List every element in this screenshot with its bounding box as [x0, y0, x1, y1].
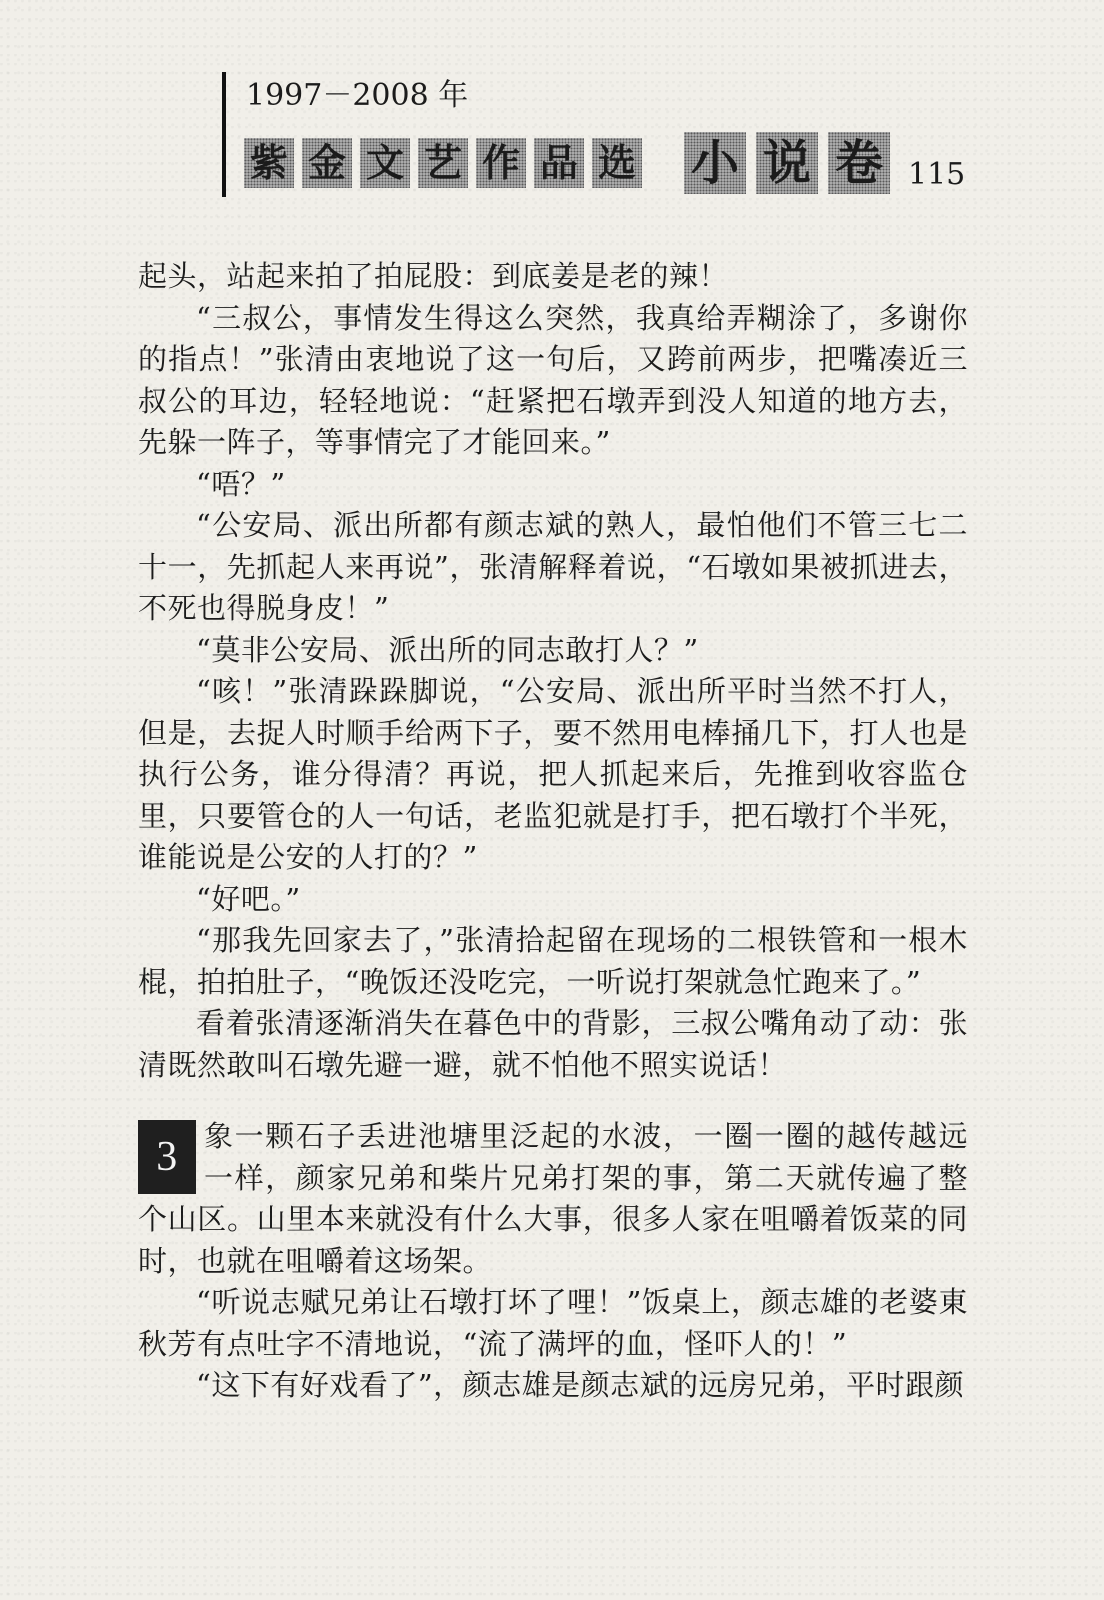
header-years: 1997－2008 年 [246, 78, 469, 113]
volume-char: 小 [684, 132, 746, 194]
body-text [138, 256, 968, 1407]
series-char: 文 [360, 138, 410, 188]
series-char: 金 [302, 138, 352, 188]
series-char: 选 [592, 138, 642, 188]
series-char: 作 [476, 138, 526, 188]
volume-char: 说 [756, 132, 818, 194]
paragraph: “咳！”张清跺跺脚说，“公安局、派出所平时当然不打人，但是，去捉人时顺手给两下子，要不然用电棒捅几下，打人也是执行公务，谁分得清？再说，把人抓起来后，先推到收容监仓里，只要管仓的人一句话，老监犯就是打手，把石墩打个半死，谁能说是公安的人打的？” [138, 674, 968, 874]
paragraph: “三叔公，事情发生得这么突然，我真给弄糊涂了，多谢你的指点！”张清由衷地说了这一句后，又跨前两步，把嘴凑近三叔公的耳边，轻轻地说：“赶紧把石墩弄到没人知道的地方去，先躲一阵子，等事情完了才能回来。” [138, 300, 968, 459]
section-number-badge: 3 [138, 1120, 196, 1194]
volume-title [684, 132, 900, 194]
series-char: 紫 [244, 138, 294, 188]
paragraph: 起头，站起来拍了拍屁股：到底姜是老的辣！ [138, 259, 729, 293]
paragraph: “那我先回家去了，”张清拾起留在现场的二根铁管和一根木棍，拍拍肚子，“晚饭还没吃完，一听说打架就急忙跑来了。” [138, 923, 968, 999]
page-number: 115 [908, 157, 966, 192]
volume-char: 卷 [828, 132, 890, 194]
series-char: 品 [534, 138, 584, 188]
paragraph: “公安局、派出所都有颜志斌的熟人，最怕他们不管三七二十一，先抓起人来再说”，张清解释着说，“石墩如果被抓进去，不死也得脱身皮！” [138, 508, 968, 625]
section-opening-paragraph [138, 1116, 968, 1282]
paragraph: “听说志赋兄弟让石墩打坏了哩！”饭桌上，颜志雄的老婆東秋芳有点吐字不清地说，“流了满坪的血，怪吓人的！” [138, 1285, 968, 1361]
paragraph: “这下有好戏看了”，颜志雄是颜志斌的远房兄弟，平时跟颜 [196, 1368, 965, 1402]
series-char: 艺 [418, 138, 468, 188]
section-first-text: 象一颗石子丢进池塘里泛起的水波，一圈一圈的越传越远一样，颜家兄弟和柴片兄弟打架的事，第二天就传遍了整个山区。山里本来就没有什么大事，很多人家在咀嚼着饭菜的同时，也就在咀嚼着这场架。 [138, 1119, 968, 1278]
header-series-title [244, 132, 965, 194]
paragraph: “唔？” [196, 466, 286, 501]
paragraph: 看着张清逐渐消失在暮色中的背影，三叔公嘴角动了动：张清既然敢叫石墩先避一避，就不怕他不照实说话！ [138, 1006, 968, 1082]
paragraph: “好吧。” [196, 881, 301, 916]
paragraph: “莫非公安局、派出所的同志敢打人？” [196, 632, 699, 667]
header-vertical-rule [222, 72, 226, 197]
